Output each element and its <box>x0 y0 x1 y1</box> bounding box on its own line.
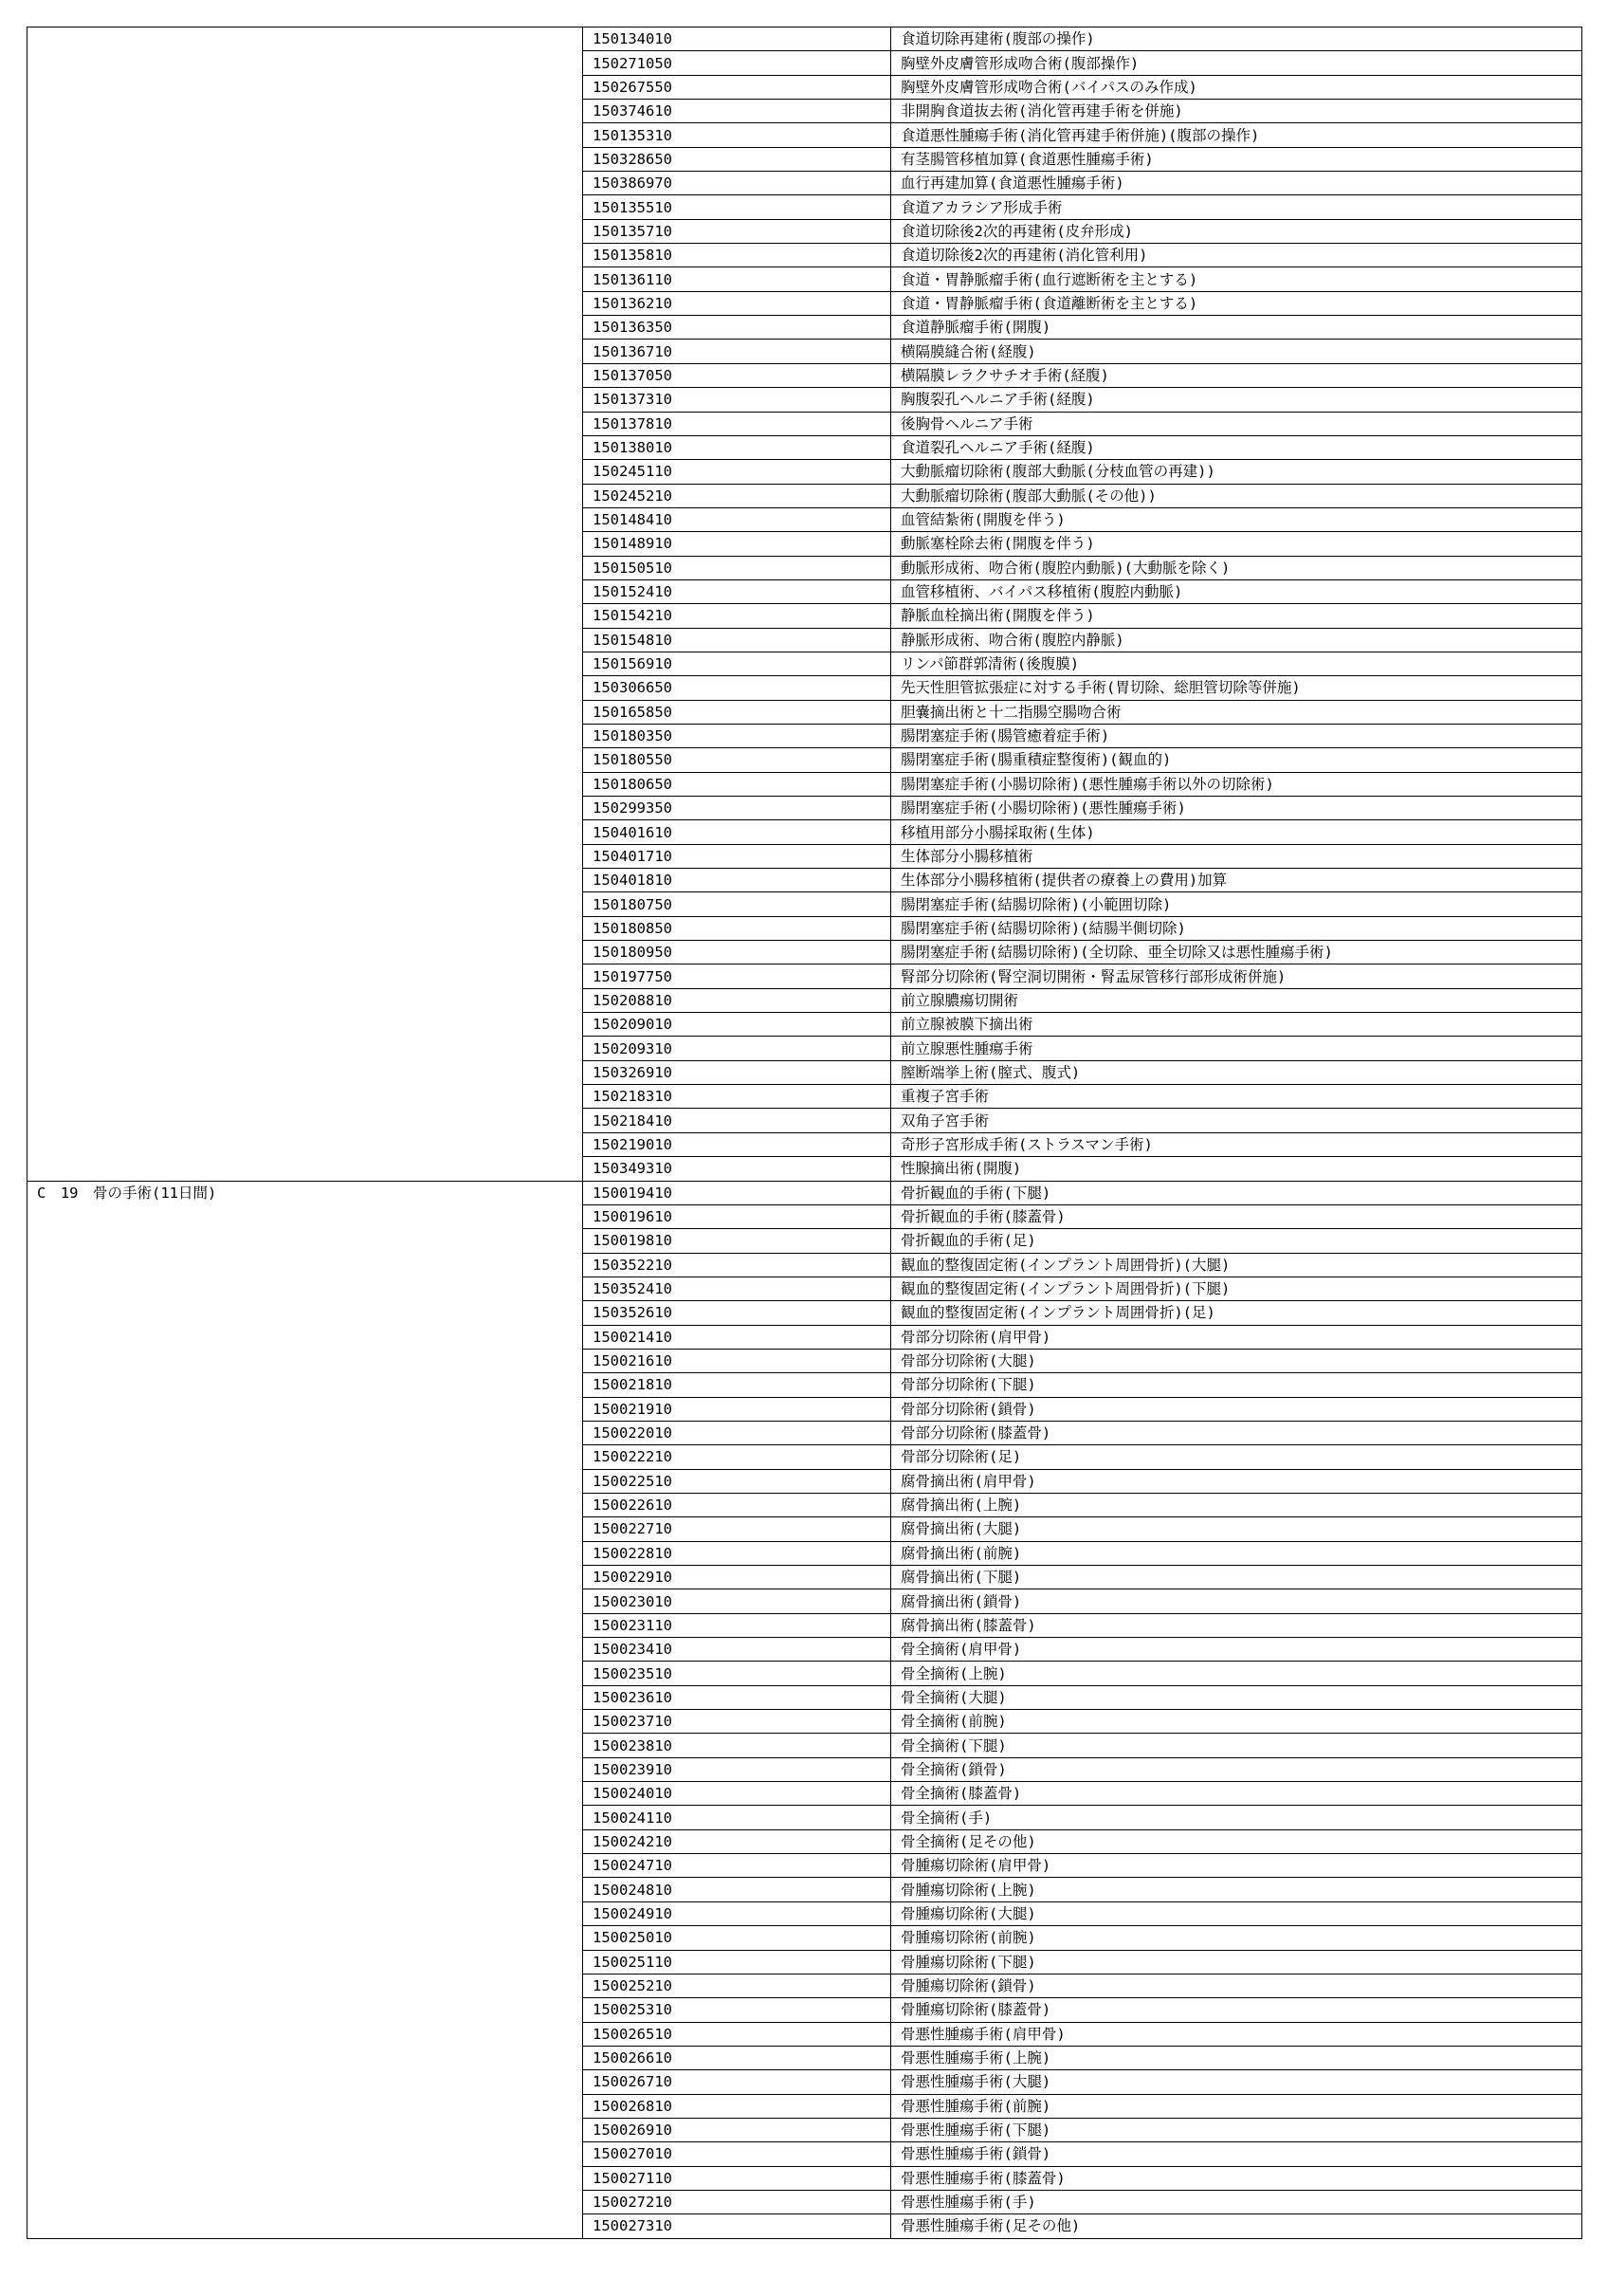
procedure-name-cell: 骨腫瘍切除術(上腕) <box>891 1878 1582 1901</box>
procedure-code-cell: 150135710 <box>583 219 891 243</box>
procedure-code-cell: 150019410 <box>583 1181 891 1204</box>
procedure-name-cell: 胆嚢摘出術と十二指腸空腸吻合術 <box>891 700 1582 724</box>
procedure-name-cell: 血管結紮術(開腹を伴う) <box>891 507 1582 531</box>
procedure-name-cell: 奇形子宮形成手術(ストラスマン手術) <box>891 1132 1582 1156</box>
procedure-name-cell: 性腺摘出術(開腹) <box>891 1157 1582 1181</box>
procedure-code-cell: 150024010 <box>583 1782 891 1806</box>
procedure-code-cell: 150136350 <box>583 316 891 340</box>
procedure-code-cell: 150209310 <box>583 1037 891 1060</box>
procedure-code-cell: 150026910 <box>583 2118 891 2141</box>
procedure-name-cell: 胸壁外皮膚管形成吻合術(バイパスのみ作成) <box>891 75 1582 99</box>
procedure-name-cell: 骨腫瘍切除術(膝蓋骨) <box>891 1998 1582 2022</box>
procedure-code-cell: 150137050 <box>583 363 891 387</box>
procedure-code-cell: 150023410 <box>583 1638 891 1662</box>
procedure-name-cell: 静脈形成術、吻合術(腹腔内静脈) <box>891 628 1582 652</box>
procedure-name-cell: 食道・胃静脈瘤手術(食道離断術を主とする) <box>891 291 1582 315</box>
procedure-name-cell: 骨腫瘍切除術(鎖骨) <box>891 1974 1582 1997</box>
procedure-name-cell: 腐骨摘出術(大腿) <box>891 1517 1582 1541</box>
procedure-name-cell: 大動脈瘤切除術(腹部大動脈(その他)) <box>891 484 1582 507</box>
procedure-name-cell: 重複子宮手術 <box>891 1085 1582 1109</box>
procedure-name-cell: 骨全摘術(足その他) <box>891 1829 1582 1853</box>
procedure-code-cell: 150148410 <box>583 507 891 531</box>
procedure-code-cell: 150019810 <box>583 1229 891 1253</box>
procedure-code-cell: 150152410 <box>583 579 891 603</box>
procedure-name-cell: 血管移植術、バイパス移植術(腹腔内動脈) <box>891 579 1582 603</box>
procedure-name-cell: 骨折観血的手術(足) <box>891 1229 1582 1253</box>
procedure-code-cell: 150271050 <box>583 51 891 75</box>
procedure-code-cell: 150180650 <box>583 772 891 796</box>
procedure-code-cell: 150180350 <box>583 724 891 747</box>
procedure-name-cell: 後胸骨ヘルニア手術 <box>891 412 1582 435</box>
procedure-code-cell: 150025210 <box>583 1974 891 1997</box>
procedure-code-cell: 150027010 <box>583 2142 891 2166</box>
procedure-code-cell: 150180750 <box>583 892 891 916</box>
procedure-name-cell: 骨腫瘍切除術(下腿) <box>891 1950 1582 1974</box>
procedure-name-cell: 腸閉塞症手術(小腸切除術)(悪性腫瘍手術) <box>891 797 1582 820</box>
procedure-name-cell: 骨悪性腫瘍手術(大腿) <box>891 2070 1582 2094</box>
procedure-name-cell: 腐骨摘出術(前腕) <box>891 1541 1582 1565</box>
procedure-name-cell: 骨全摘術(膝蓋骨) <box>891 1782 1582 1806</box>
procedure-name-cell: 生体部分小腸移植術(提供者の療養上の費用)加算 <box>891 869 1582 892</box>
procedure-code-cell: 150165850 <box>583 700 891 724</box>
procedure-name-cell: 骨部分切除術(下腿) <box>891 1373 1582 1397</box>
procedure-name-cell: 腸閉塞症手術(結腸切除術)(小範囲切除) <box>891 892 1582 916</box>
procedure-name-cell: 前立腺膿瘍切開術 <box>891 988 1582 1012</box>
procedure-code-cell: 150386970 <box>583 172 891 195</box>
procedure-code-cell: 150023810 <box>583 1734 891 1757</box>
procedure-name-cell: 腐骨摘出術(膝蓋骨) <box>891 1613 1582 1637</box>
procedure-code-cell: 150027310 <box>583 2214 891 2238</box>
procedure-code-cell: 150245110 <box>583 460 891 484</box>
procedure-code-cell: 150023910 <box>583 1757 891 1781</box>
procedure-name-cell: 骨全摘術(上腕) <box>891 1662 1582 1685</box>
procedure-code-cell: 150027210 <box>583 2190 891 2213</box>
procedure-name-cell: 骨悪性腫瘍手術(肩甲骨) <box>891 2022 1582 2046</box>
procedure-name-cell: 腸閉塞症手術(結腸切除術)(全切除、亜全切除又は悪性腫瘍手術) <box>891 941 1582 964</box>
procedure-name-cell: 腸閉塞症手術(小腸切除術)(悪性腫瘍手術以外の切除術) <box>891 772 1582 796</box>
procedure-name-cell: 骨全摘術(大腿) <box>891 1685 1582 1709</box>
category-cell: C 19 骨の手術(11日間) <box>27 1181 583 2238</box>
procedure-code-cell: 150180950 <box>583 941 891 964</box>
procedure-code-cell: 150027110 <box>583 2166 891 2190</box>
procedure-name-cell: 骨部分切除術(膝蓋骨) <box>891 1421 1582 1444</box>
procedure-code-cell: 150021910 <box>583 1397 891 1421</box>
procedure-code-cell: 150022710 <box>583 1517 891 1541</box>
procedure-name-cell: 腎部分切除術(腎空洞切開術・腎盂尿管移行部形成術併施) <box>891 964 1582 988</box>
procedure-code-cell: 150218310 <box>583 1085 891 1109</box>
procedure-name-cell: 腐骨摘出術(鎖骨) <box>891 1589 1582 1613</box>
procedure-name-cell: 腸閉塞症手術(結腸切除術)(結腸半側切除) <box>891 916 1582 940</box>
procedure-code-cell: 150022810 <box>583 1541 891 1565</box>
table-row <box>27 28 1582 51</box>
procedure-name-cell: 骨折観血的手術(下腿) <box>891 1181 1582 1204</box>
procedure-name-cell: 食道・胃静脈瘤手術(血行遮断術を主とする) <box>891 267 1582 291</box>
procedure-name-cell: 骨折観血的手術(膝蓋骨) <box>891 1204 1582 1228</box>
procedure-code-cell: 150154210 <box>583 604 891 628</box>
procedure-name-cell: 食道切除後2次的再建術(皮弁形成) <box>891 219 1582 243</box>
procedure-code-cell: 150218410 <box>583 1109 891 1132</box>
procedure-code-cell: 150374610 <box>583 100 891 123</box>
procedure-name-cell: 食道静脈瘤手術(開腹) <box>891 316 1582 340</box>
procedure-code-cell: 150022610 <box>583 1493 891 1516</box>
procedure-code-cell: 150135810 <box>583 244 891 267</box>
procedure-code-cell: 150024910 <box>583 1901 891 1925</box>
procedure-name-cell: 膣断端挙上術(膣式、腹式) <box>891 1060 1582 1084</box>
procedure-code-cell: 150219010 <box>583 1132 891 1156</box>
procedure-name-cell: 骨悪性腫瘍手術(足その他) <box>891 2214 1582 2238</box>
procedure-name-cell: 胸壁外皮膚管形成吻合術(腹部操作) <box>891 51 1582 75</box>
procedure-code-cell: 150209010 <box>583 1013 891 1037</box>
category-cell-blank <box>27 28 583 1182</box>
procedure-code-cell: 150352410 <box>583 1277 891 1300</box>
procedure-name-cell: 骨腫瘍切除術(前腕) <box>891 1926 1582 1950</box>
table-row <box>27 1181 1582 1204</box>
procedure-name-cell: 有茎腸管移植加算(食道悪性腫瘍手術) <box>891 147 1582 171</box>
procedure-name-cell: 動脈形成術、吻合術(腹腔内動脈)(大動脈を除く) <box>891 556 1582 579</box>
procedure-code-cell: 150025010 <box>583 1926 891 1950</box>
procedure-code-cell: 150021810 <box>583 1373 891 1397</box>
procedure-code-table <box>27 27 1582 2239</box>
procedure-code-cell: 150021610 <box>583 1349 891 1372</box>
procedure-name-cell: 腐骨摘出術(下腿) <box>891 1566 1582 1589</box>
procedure-code-cell: 150180550 <box>583 748 891 772</box>
procedure-name-cell: 静脈血栓摘出術(開腹を伴う) <box>891 604 1582 628</box>
procedure-code-cell: 150022510 <box>583 1469 891 1493</box>
procedure-code-cell: 150026610 <box>583 2046 891 2069</box>
procedure-table-body <box>27 28 1582 2239</box>
procedure-code-cell: 150352610 <box>583 1301 891 1325</box>
procedure-code-cell: 150023110 <box>583 1613 891 1637</box>
procedure-code-cell: 150136110 <box>583 267 891 291</box>
procedure-name-cell: 横隔膜縫合術(経腹) <box>891 340 1582 363</box>
procedure-code-cell: 150401810 <box>583 869 891 892</box>
procedure-code-cell: 150197750 <box>583 964 891 988</box>
procedure-name-cell: 胸腹裂孔ヘルニア手術(経腹) <box>891 388 1582 412</box>
procedure-name-cell: 骨悪性腫瘍手術(前腕) <box>891 2094 1582 2118</box>
procedure-code-cell: 150024210 <box>583 1829 891 1853</box>
procedure-code-cell: 150349310 <box>583 1157 891 1181</box>
procedure-code-cell: 150306650 <box>583 676 891 700</box>
procedure-code-cell: 150208810 <box>583 988 891 1012</box>
procedure-code-cell: 150137310 <box>583 388 891 412</box>
procedure-code-cell: 150180850 <box>583 916 891 940</box>
procedure-name-cell: 生体部分小腸移植術 <box>891 844 1582 868</box>
procedure-name-cell: 前立腺被膜下摘出術 <box>891 1013 1582 1037</box>
procedure-name-cell: 食道悪性腫瘍手術(消化管再建手術併施)(腹部の操作) <box>891 123 1582 147</box>
procedure-name-cell: 大動脈瘤切除術(腹部大動脈(分枝血管の再建)) <box>891 460 1582 484</box>
procedure-name-cell: 骨悪性腫瘍手術(鎖骨) <box>891 2142 1582 2166</box>
procedure-name-cell: 骨全摘術(下腿) <box>891 1734 1582 1757</box>
procedure-code-cell: 150023510 <box>583 1662 891 1685</box>
procedure-name-cell: 骨悪性腫瘍手術(下腿) <box>891 2118 1582 2141</box>
procedure-name-cell: 食道裂孔ヘルニア手術(経腹) <box>891 435 1582 459</box>
procedure-code-cell: 150150510 <box>583 556 891 579</box>
procedure-name-cell: 腐骨摘出術(上腕) <box>891 1493 1582 1516</box>
procedure-name-cell: 骨全摘術(手) <box>891 1806 1582 1829</box>
procedure-name-cell: 骨全摘術(肩甲骨) <box>891 1638 1582 1662</box>
procedure-name-cell: 横隔膜レラクサチオ手術(経腹) <box>891 363 1582 387</box>
procedure-name-cell: 骨悪性腫瘍手術(上腕) <box>891 2046 1582 2069</box>
procedure-code-cell: 150267550 <box>583 75 891 99</box>
procedure-code-cell: 150022210 <box>583 1445 891 1469</box>
procedure-code-cell: 150022010 <box>583 1421 891 1444</box>
procedure-name-cell: 食道アカラシア形成手術 <box>891 195 1582 219</box>
procedure-code-cell: 150135310 <box>583 123 891 147</box>
procedure-code-cell: 150401610 <box>583 820 891 844</box>
procedure-code-cell: 150022910 <box>583 1566 891 1589</box>
procedure-name-cell: 双角子宮手術 <box>891 1109 1582 1132</box>
procedure-name-cell: 骨部分切除術(大腿) <box>891 1349 1582 1372</box>
procedure-name-cell: 骨腫瘍切除術(肩甲骨) <box>891 1854 1582 1878</box>
procedure-name-cell: 腸閉塞症手術(腸管癒着症手術) <box>891 724 1582 747</box>
procedure-code-cell: 150299350 <box>583 797 891 820</box>
procedure-code-cell: 150326910 <box>583 1060 891 1084</box>
procedure-name-cell: 食道切除再建術(腹部の操作) <box>891 28 1582 51</box>
procedure-name-cell: 非開胸食道抜去術(消化管再建手術を併施) <box>891 100 1582 123</box>
procedure-name-cell: 腸閉塞症手術(腸重積症整復術)(観血的) <box>891 748 1582 772</box>
procedure-code-cell: 150134010 <box>583 28 891 51</box>
procedure-code-cell: 150023610 <box>583 1685 891 1709</box>
procedure-code-cell: 150025110 <box>583 1950 891 1974</box>
procedure-code-cell: 150156910 <box>583 652 891 675</box>
procedure-name-cell: 骨全摘術(鎖骨) <box>891 1757 1582 1781</box>
procedure-code-cell: 150136710 <box>583 340 891 363</box>
procedure-name-cell: 観血的整復固定術(インプラント周囲骨折)(大腿) <box>891 1253 1582 1277</box>
procedure-code-cell: 150026510 <box>583 2022 891 2046</box>
procedure-code-cell: 150138010 <box>583 435 891 459</box>
procedure-name-cell: 骨部分切除術(鎖骨) <box>891 1397 1582 1421</box>
procedure-name-cell: 先天性胆管拡張症に対する手術(胃切除、総胆管切除等併施) <box>891 676 1582 700</box>
procedure-code-cell: 150154810 <box>583 628 891 652</box>
procedure-code-cell: 150026810 <box>583 2094 891 2118</box>
procedure-code-cell: 150024710 <box>583 1854 891 1878</box>
procedure-code-cell: 150328650 <box>583 147 891 171</box>
procedure-code-cell: 150023710 <box>583 1710 891 1734</box>
procedure-name-cell: リンパ節群郭清術(後腹膜) <box>891 652 1582 675</box>
procedure-code-cell: 150023010 <box>583 1589 891 1613</box>
procedure-code-cell: 150024110 <box>583 1806 891 1829</box>
procedure-code-cell: 150136210 <box>583 291 891 315</box>
procedure-name-cell: 観血的整復固定術(インプラント周囲骨折)(下腿) <box>891 1277 1582 1300</box>
procedure-name-cell: 血行再建加算(食道悪性腫瘍手術) <box>891 172 1582 195</box>
procedure-name-cell: 骨悪性腫瘍手術(手) <box>891 2190 1582 2213</box>
procedure-name-cell: 前立腺悪性腫瘍手術 <box>891 1037 1582 1060</box>
procedure-name-cell: 観血的整復固定術(インプラント周囲骨折)(足) <box>891 1301 1582 1325</box>
procedure-code-cell: 150019610 <box>583 1204 891 1228</box>
procedure-code-cell: 150024810 <box>583 1878 891 1901</box>
procedure-code-cell: 150401710 <box>583 844 891 868</box>
procedure-name-cell: 骨悪性腫瘍手術(膝蓋骨) <box>891 2166 1582 2190</box>
procedure-code-cell: 150021410 <box>583 1325 891 1349</box>
procedure-code-cell: 150135510 <box>583 195 891 219</box>
procedure-code-cell: 150026710 <box>583 2070 891 2094</box>
procedure-name-cell: 動脈塞栓除去術(開腹を伴う) <box>891 532 1582 556</box>
procedure-code-cell: 150352210 <box>583 1253 891 1277</box>
procedure-name-cell: 骨部分切除術(足) <box>891 1445 1582 1469</box>
procedure-name-cell: 腐骨摘出術(肩甲骨) <box>891 1469 1582 1493</box>
procedure-name-cell: 骨腫瘍切除術(大腿) <box>891 1901 1582 1925</box>
procedure-name-cell: 食道切除後2次的再建術(消化管利用) <box>891 244 1582 267</box>
procedure-code-sheet <box>27 27 1581 2239</box>
procedure-name-cell: 骨全摘術(前腕) <box>891 1710 1582 1734</box>
procedure-name-cell: 骨部分切除術(肩甲骨) <box>891 1325 1582 1349</box>
procedure-code-cell: 150025310 <box>583 1998 891 2022</box>
procedure-code-cell: 150245210 <box>583 484 891 507</box>
procedure-code-cell: 150148910 <box>583 532 891 556</box>
procedure-code-cell: 150137810 <box>583 412 891 435</box>
procedure-name-cell: 移植用部分小腸採取術(生体) <box>891 820 1582 844</box>
